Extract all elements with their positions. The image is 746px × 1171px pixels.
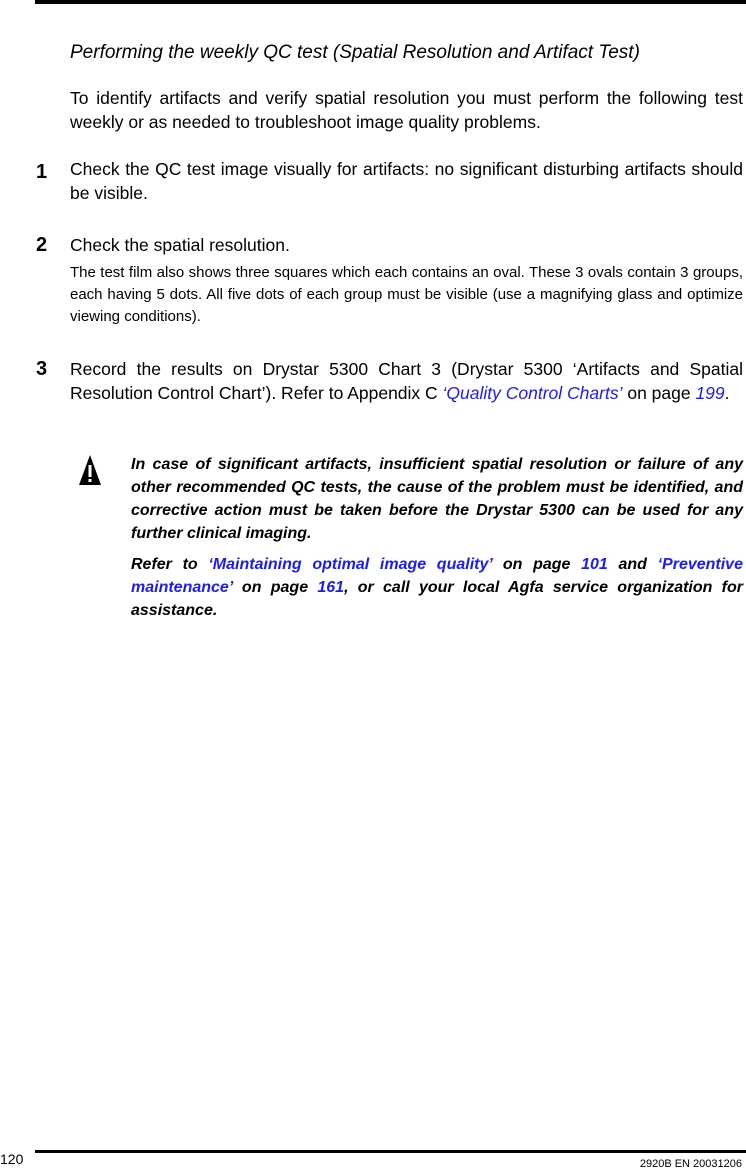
page-number: 120 <box>0 1151 24 1167</box>
warning-paragraph-1: In case of significant artifacts, insufficient spatial resolution or failure of any other recommended QC tests, the cause of the problem must be identified, and corrective action must be taken before the Drystar 5300 can be used for any further clinical imaging. <box>131 456 743 542</box>
header-rule <box>35 0 746 4</box>
warning-p2-text-b: on page <box>492 556 582 573</box>
section-title: Performing the weekly QC test (Spatial Resolution and Artifact Test) <box>70 42 640 63</box>
warning-p2-text-e: , or call your local Agfa service organization for assistance. <box>131 579 743 619</box>
link-page-161[interactable]: 161 <box>317 579 345 596</box>
link-maintaining-optimal-image-quality[interactable]: ‘Maintaining optimal image quality’ <box>208 556 493 573</box>
document-id: 2920B EN 20031206 <box>639 1158 742 1170</box>
intro-paragraph: To identify artifacts and verify spatial resolution you must perform the following test weekly or as needed to troubleshoot image quality problems. <box>70 88 743 132</box>
link-quality-control-charts[interactable]: ‘Quality Control Charts’ <box>442 383 623 403</box>
step-text-3 <box>70 357 743 405</box>
step-3-text-a: Record the results on Drystar 5300 Chart 3 (Drystar 5300 ‘Artifacts and Spatial Resolution Control Chart’). Refer to Appendix C <box>70 359 743 403</box>
warning-p2-text-d: on page <box>232 579 318 596</box>
step-text-2: Check the spatial resolution. <box>70 235 290 255</box>
step-3-text-b: on page <box>622 383 696 403</box>
warning-p2-text-c: and <box>607 556 658 573</box>
link-page-199[interactable]: 199 <box>695 383 725 403</box>
step-note-2: The test film also shows three squares which each contains an oval. These 3 ovals contain 3 groups, each having 5 dots. All five dots of each group must be visible (use a magnifying glass and optimize viewing conditions). <box>70 264 743 325</box>
link-page-101[interactable]: 101 <box>581 556 608 573</box>
warning-p2-text-a: Refer to <box>131 556 209 573</box>
step-text-1: Check the QC test image visually for artifacts: no significant disturbing artifacts should be visible. <box>70 159 743 203</box>
warning-triangle-icon <box>78 454 102 486</box>
warning-paragraph-2 <box>131 553 743 622</box>
step-number-1: 1 <box>36 161 48 183</box>
link-preventive-maintenance[interactable]: ‘Preventive maintenance’ <box>131 556 743 596</box>
footer-rule <box>35 1150 746 1153</box>
step-3-text-c: . <box>724 383 730 403</box>
step-number-2: 2 <box>36 234 48 256</box>
step-number-3: 3 <box>36 358 48 380</box>
